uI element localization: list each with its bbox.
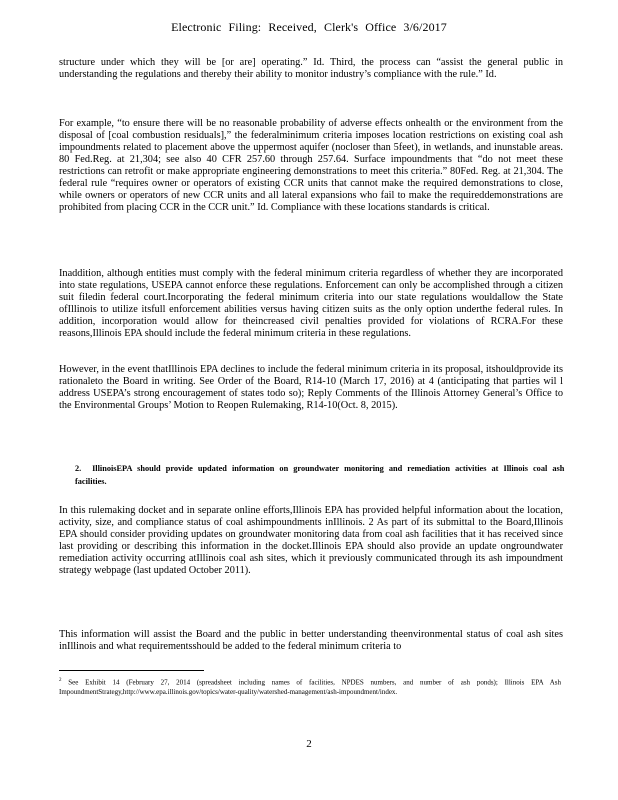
paragraph-5: In this rulemaking docket and in separate online efforts,Illinois EPA has provided helpful information about the location, activity, size, and compliance status of coal ashimpoundments inIllinois. 2 As part of its submittal to the Board,Illinois EPA should consider providing updates on groundwater monitoring data from coal ash facilities that it has received since last providing or describing this information in the docket.Illinois EPA should also provide an update ongroundwater remediation activity occurring atIllinois coal ash sites, which it previously communicated through its ash impoundment strategy webpage (last updated October 2011). xyxy=(59,505,563,576)
section-title: IllinoisEPA should provide updated information on groundwater monitoring and remediation activities at Illinois coal ash facilities. xyxy=(75,464,565,486)
paragraph-3: Inaddition, although entities must comply with the federal minimum criteria regardless of whether they are incorporated into state regulations, USEPA cannot enforce these regulations. Enforcement can only be accomplished through a citizen suit filedin federal court.Incorporating the federal minimum criteria into our state regulations wouldallow the State ofIllinois to utilize itsfull enforcement abilities versus having citizen suits as the only option underthe federal rules. In addition, incorporation would allow for theincreased civil penalties provided for violations of RCRA.For these reasons,Illinois EPA should include the federal minimum criteria in these regulations. xyxy=(59,268,563,339)
footnote-marker: 2 xyxy=(59,678,62,683)
page-number: 2 xyxy=(306,738,312,750)
footnote-divider xyxy=(59,670,204,671)
paragraph-6: This information will assist the Board and the public in better understanding theenvironmental status of coal ash sites inIllinois and what requirementsshould be added to the federal minimum criteria to xyxy=(59,629,563,652)
paragraph-4: However, in the event thatIllinois EPA declines to include the federal minimum criteria in its proposal, itshouldprovide its rationaleto the Board in writing. See Order of the Board, R14-10 (March 17, 2016) at 4 (anticipating that parties wil l address USEPA’s strong encouragement of states todo so); Reply Comments of the Illinois Attorney General’s Office to the Environmental Groups’ Motion to Reopen Rulemaking, R14-10(Oct. 8, 2015). xyxy=(59,364,563,411)
filing-stamp-header: Electronic Filing: Received, Clerk's Office 3/6/2017 xyxy=(171,20,447,34)
section-heading xyxy=(75,462,565,488)
paragraph-1: structure under which they will be [or are] operating.” Id. Third, the process can “assist the general public in understanding the regulations and thereby their ability to monitor industry’s compliance with the rule.” Id. xyxy=(59,57,563,80)
paragraph-2: For example, “to ensure there will be no reasonable probability of adverse effects onhealth or the environment from the disposal of [coal combustion residuals],” the federalminimum criteria imposes location restrictions on existing coal ash impoundments related to placement above the uppermost aquifer (nocloser than 5feet), in wetlands, and inunstable areas. 80 Fed.Reg. at 21,304; see also 40 CFR 257.60 through 257.64. Surface impoundments that “do not meet these restrictions can retrofit or make appropriate engineering demonstrations to meet this criteria.” 80Fed. Reg. at 21,304. The federal rule “requires owner or operators of existing CCR units that cannot make the required demonstrations to close, while owners or operators of new CCR units and all lateral expansions who fail to make the requireddemonstrations are prohibited from placing CCR in the CCR unit.” Id. Compliance with these locations standards is critical. xyxy=(59,118,563,213)
section-number: 2. xyxy=(75,464,82,473)
footnote-text: See Exhibit 14 (February 27, 2014 (spreadsheet including names of facilities, NPDES numbers, and number of ash ponds); Illinois EPA Ash ImpoundmentStrategy,http://www.epa.illinois.gov/topics/water-quality/watershed-management/ash-impoundment/index. xyxy=(59,678,561,696)
footnote xyxy=(59,676,561,697)
